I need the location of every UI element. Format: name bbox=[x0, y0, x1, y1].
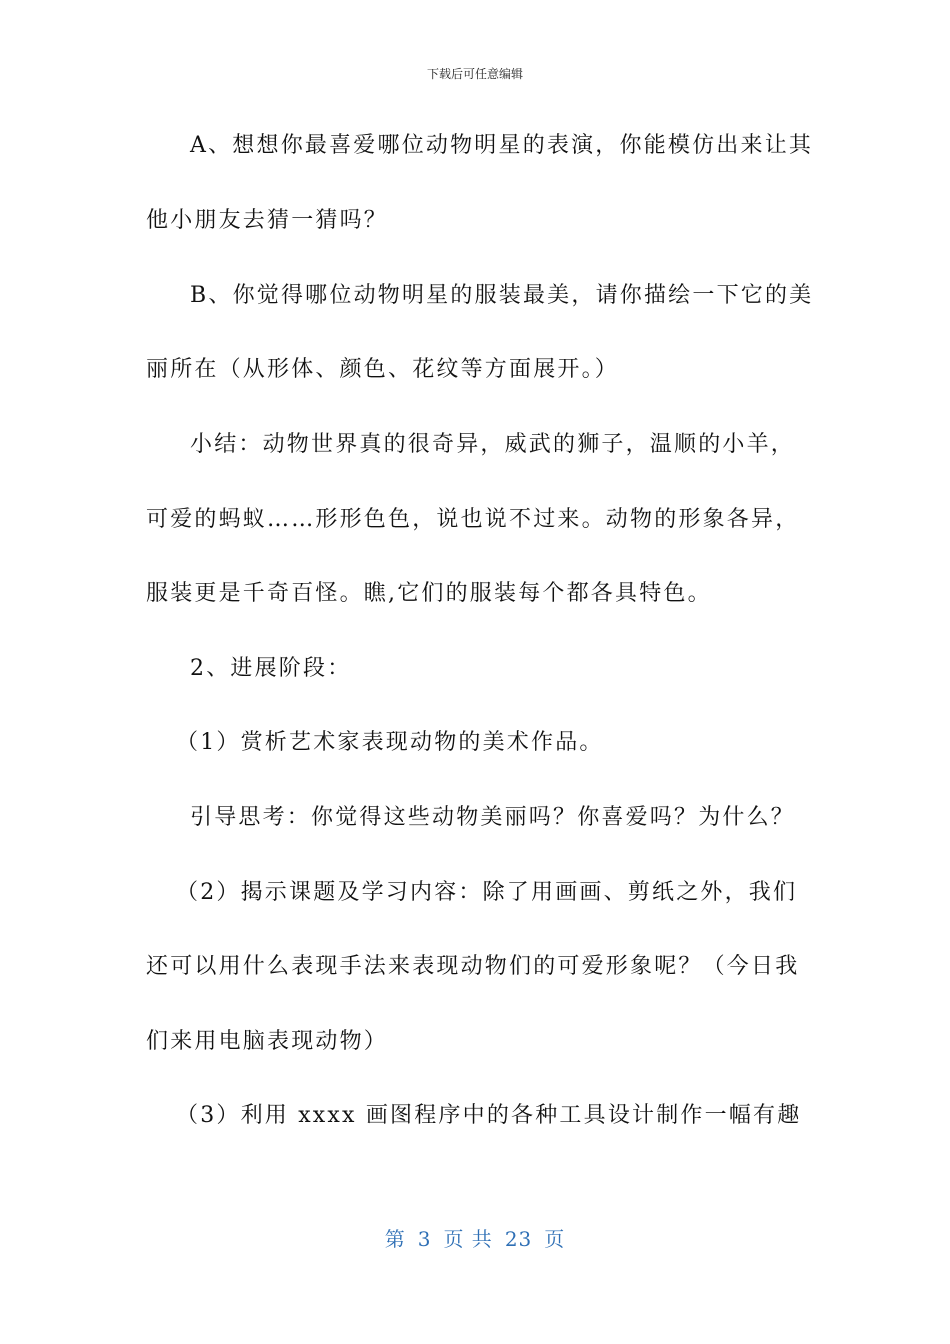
footer-prefix: 第 bbox=[384, 1227, 406, 1251]
footer-middle: 页 共 bbox=[443, 1227, 493, 1251]
item-3-line-1: （3）利用 xxxx 画图程序中的各种工具设计制作一幅有趣 bbox=[176, 1103, 802, 1128]
stage-title: 2、进展阶段： bbox=[190, 656, 352, 681]
paragraph-a-line-1: A、想想你最喜爱哪位动物明星的表演，你能模仿出来让其 bbox=[190, 133, 814, 158]
item-1: （1）赏析艺术家表现动物的美术作品。 bbox=[176, 730, 604, 755]
summary-line-1: 小结：动物世界真的很奇异，威武的狮子，温顺的小羊， bbox=[190, 432, 796, 457]
guide-question: 引导思考：你觉得这些动物美丽吗？你喜爱吗？为什么？ bbox=[190, 805, 796, 830]
paragraph-b-line-2: 丽所在（从形体、颜色、花纹等方面展开。） bbox=[146, 357, 620, 382]
summary-line-2: 可爱的蚂蚁……形形色色，说也说不过来。动物的形象各异， bbox=[146, 507, 800, 532]
footer-total-pages: 23 bbox=[504, 1227, 533, 1251]
item-2-line-2: 还可以用什么表现手法来表现动物们的可爱形象呢？（今日我 bbox=[146, 954, 800, 979]
summary-line-3: 服装更是千奇百怪。瞧,它们的服装每个都各具特色。 bbox=[146, 581, 712, 606]
item-2-line-3: 们来用电脑表现动物） bbox=[146, 1029, 389, 1054]
page-header: 下载后可任意编辑 bbox=[426, 67, 523, 81]
page-footer bbox=[0, 1226, 950, 1252]
paragraph-b-line-1: B、你觉得哪位动物明星的服装最美，请你描绘一下它的美 bbox=[190, 283, 814, 308]
paragraph-a-line-2: 他小朋友去猜一猜吗？ bbox=[146, 208, 389, 233]
item-2-line-1: （2）揭示课题及学习内容：除了用画画、剪纸之外，我们 bbox=[176, 880, 798, 905]
footer-page-number: 3 bbox=[417, 1227, 432, 1251]
footer-suffix: 页 bbox=[544, 1227, 566, 1251]
